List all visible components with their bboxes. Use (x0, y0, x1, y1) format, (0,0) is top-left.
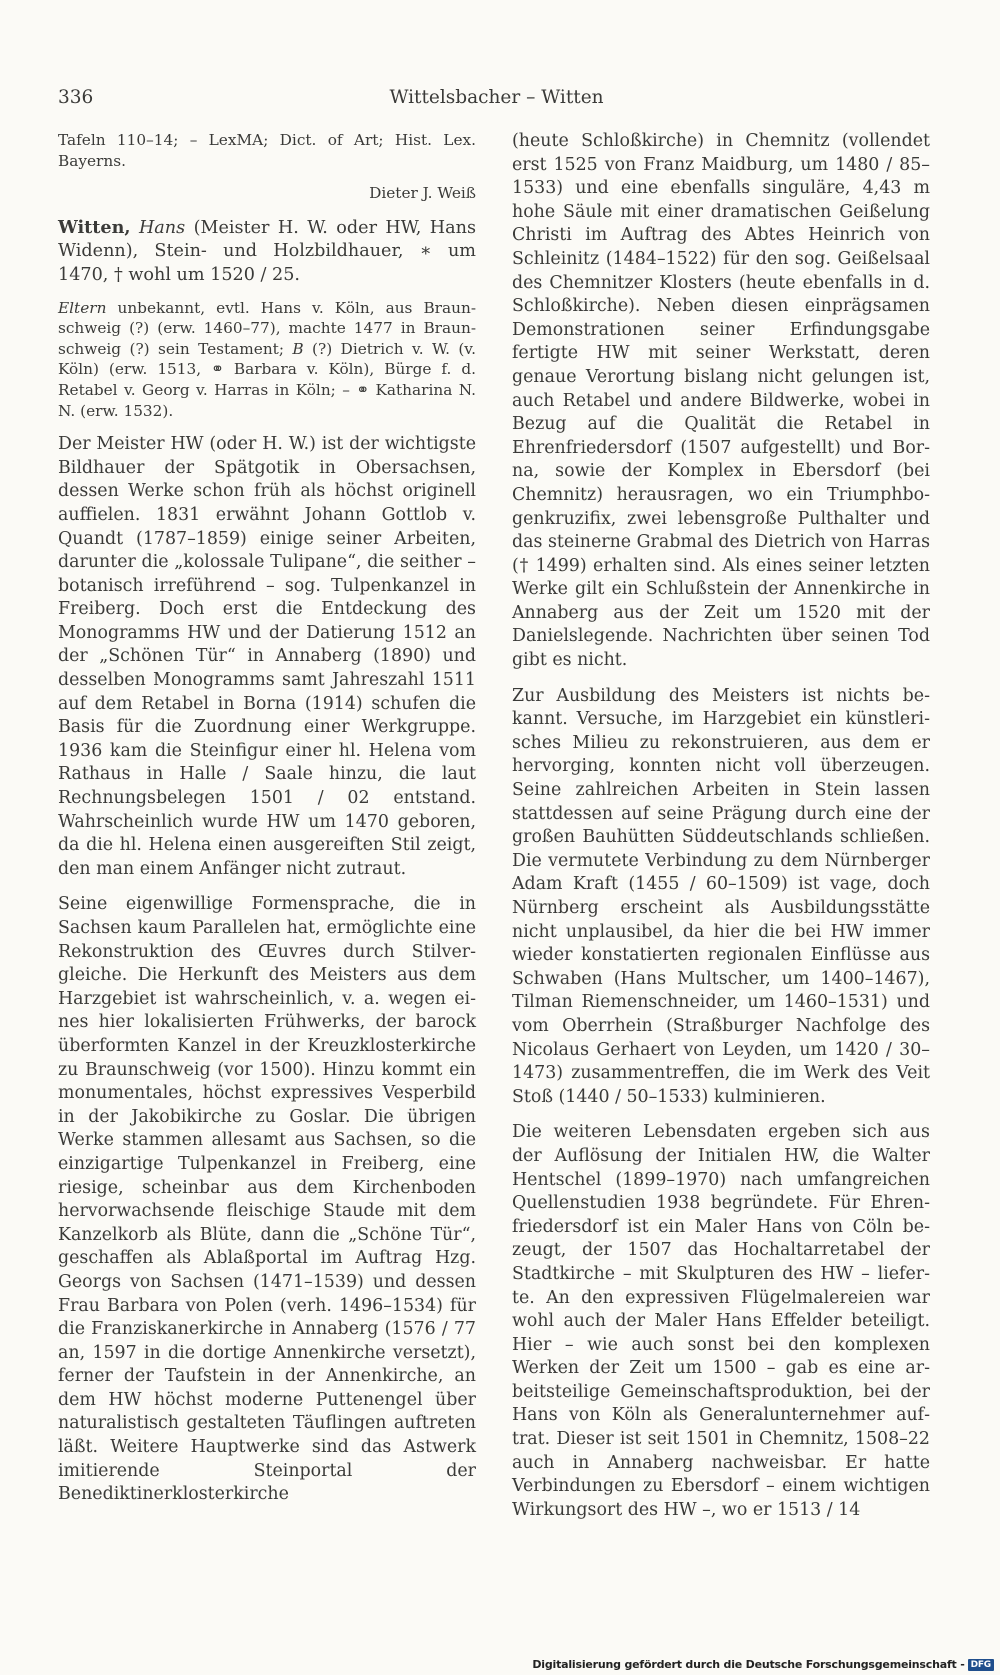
page-number: 336 (58, 87, 94, 108)
right-column (512, 130, 930, 1534)
genealogy-text-2: (?) Dietrich v. W. (v. Köln) (erw. 1513, ⚭ Barbara v. Köln), Bürge f. d. Retabel v. Georg v. Harras in Köln; – ⚭ Katharina N. N. (erw. 1532). (58, 339, 476, 420)
genealogy-label-eltern: Eltern (58, 298, 107, 317)
genealogy-label-b: B (292, 339, 304, 358)
entry-heading (58, 216, 476, 288)
genealogy (58, 298, 476, 422)
footer-text: Digitalisierung gefördert durch die Deutsche Forschungsgemeinschaft - (532, 1658, 965, 1671)
entry-heading-rest: (Meister H. W. oder HW, Hans Widenn), Stein- und Holzbildhauer, ∗ um 1470, † wohl um 1520 / 25. (58, 217, 476, 285)
body-paragraph: Die weiteren Lebensdaten ergeben sich aus der Auflösung der Initialen HW, die Walter Hentschel (1899–1970) nach umfangreichen Quellenstudien 1938 begründete. Für Ehrenfriedersdorf ist ein Maler Hans von Cöln bezeugt, der 1507 das Hochaltarretabel der Stadtkirche – mit Skulpturen des HW – lieferte. An den expressiven Flügelmalereien war wohl auch der Maler Hans Effelder beteiligt. Hier – wie auch sonst bei den komplexen Werken der Zeit um 1500 – gab es eine arbeitsteilige Gemeinschaftsproduktion, bei der Hans von Köln als Generalunternehmer auftrat. Dieser ist seit 1501 in Chemnitz, 1508–22 auch in Annaberg nachweisbar. Er hatte Verbindungen zu Ebersdorf – einem wichtigen Wirkungsort des HW –, wo er 1513 / 14 (512, 1122, 930, 1520)
left-column (58, 130, 476, 1519)
entry-given-name: Hans (138, 217, 186, 238)
body-paragraph: Der Meister HW (oder H. W.) ist der wichtigste Bildhauer der Spätgotik in Obersachsen, dessen Werke schon früh als höchst originell auffielen. 1831 erwähnt Johann Gottlob v. Quandt (1787–1859) einige seiner Arbeiten, darunter die „kolossale Tulipane“, die seither – botanisch irreführend – sog. Tulpenkanzel in Freiberg. Doch erst die Entdeckung des Monogramms HW und der Datierung 1512 an der „Schönen Tür“ in Annaberg (1890) und desselben Monogramms samt Jahreszahl 1511 auf dem Retabel in Borna (1914) schufen die Basis für die Zuordnung einer Werkgruppe. 1936 kam die Steinfigur einer hl. Helena vom Rathaus in Halle / Saale hinzu, die laut Rechnungsbelegen 1501 / 02 entstand. Wahrscheinlich wurde HW um 1470 geboren, da die hl. Helena einen ausgereiften Stil zeigt, den man einem Anfänger nicht zutraut. (58, 434, 476, 879)
body-paragraph: Seine eigenwillige Formensprache, die in Sachsen kaum Parallelen hat, ermöglichte eine Rekonstruktion des Œuvres durch Stilvergleiche. Die Herkunft des Meisters aus dem Harzgebiet ist wahrscheinlich, v. a. wegen eines hier lokalisierten Frühwerks, der barock überformten Kanzel in der Kreuzklosterkirche zu Braunschweig (vor 1500). Hinzu kommt ein monumentales, höchst expressives Vesperbild in der Jakobikirche zu Goslar. Die übrigen Werke stammen allesamt aus Sachsen, so die einzigartige Tulpenkanzel in Freiberg, eine riesige, scheinbar aus dem Kirchenboden hervorwachsende fleischige Staude mit dem Kanzelkorb als Blüte, dann die „Schöne Tür“, geschaffen als Ablaßportal im Auftrag Hzg. Georgs von Sachsen (1471–1539) und dessen Frau Barbara von Polen (verh. 1496–1534) für die Franziskanerkirche in Annaberg (1576 / 77 an, 1597 in die dortige Annenkirche versetzt), ferner der Taufstein in der Annenkirche, an dem HW höchst moderne Puttenengel über naturalistisch gestalteten Täuflingen auftreten läßt. Weitere Hauptwerke sind das Astwerk imitierende Steinportal der Benediktinerklosterkirche (58, 894, 476, 1505)
entry-name: Witten, (58, 216, 131, 238)
running-head: Wittelsbacher – Witten (389, 87, 604, 108)
previous-entry-references: Tafeln 110–14; – LexMA; Dict. of Art; Hist. Lex. Bayerns. (58, 131, 476, 170)
dfg-logo-icon: DFG (968, 1659, 994, 1671)
genealogy-text-1: unbekannt, evtl. Hans v. Köln, aus Braunschweig (?) (erw. 1460–77), machte 1477 in Braunschweig (?) sein Testament; (58, 298, 476, 358)
digitization-footer (532, 1658, 994, 1671)
body-paragraph: Zur Ausbildung des Meisters ist nichts bekannt. Versuche, im Harzgebiet ein künstlerisches Milieu zu rekonstruieren, aus dem er hervorging, konnten nicht voll überzeugen. Seine zahlreichen Arbeiten in Stein lassen stattdessen auf seine Prägung durch eine der großen Bauhütten Süddeutschlands schließen. Die vermutete Verbindung zu dem Nürnberger Adam Kraft (1455 / 60–1509) ist vage, doch Nürnberg erscheint als Ausbildungsstätte nicht unplausibel, da hier die bei HW immer wieder konstatierten regionalen Einflüsse aus Schwaben (Hans Multscher, um 1400–1467), Tilman Riemenschneider, um 1460–1531) und vom Oberrhein (Straßburger Nachfolge des Nicolaus Gerhaert von Leyden, um 1420 / 30–1473) zusammentreffen, die im Werk des Veit Stoß (1440 / 50–1533) kulminieren. (512, 685, 930, 1107)
body-paragraph: (heute Schloßkirche) in Chemnitz (vollendet erst 1525 von Franz Maidburg, um 1480 / 85–1533) und eine ebenfalls singuläre, 4,43 m hohe Säule mit einer dramatischen Geißelung Christi im Auftrag des Abtes Heinrich von Schleinitz (1484–1522) für den sog. Geißelsaal des Chemnitzer Klosters (heute ebenfalls in d. Schloßkirche). Neben diesen einprägsamen Demonstrationen seiner Erfindungsgabe fertigte HW mit seiner Werkstatt, deren genaue Verortung bislang nicht gelungen ist, auch Retabel und andere Bildwerke, wobei in Bezug auf die Qualität die Retabel in Ehrenfriedersdorf (1507 aufgestellt) und Borna, sowie der Komplex in Ebersdorf (bei Chemnitz) herausragen, wo ein Triumphbogenkruzifix, zwei lebensgroße Pulthalter und das steinerne Grabmal des Dietrich von Harras († 1499) erhalten sind. Als eines seiner letzten Werke gilt ein Schlußstein der Annenkirche in Annaberg aus der Zeit um 1520 mit der Danielslegende. Nachrichten über seinen Tod gibt es nicht. (512, 131, 930, 671)
page-header (58, 84, 935, 112)
previous-entry-author: Dieter J. Weiß (369, 184, 476, 203)
